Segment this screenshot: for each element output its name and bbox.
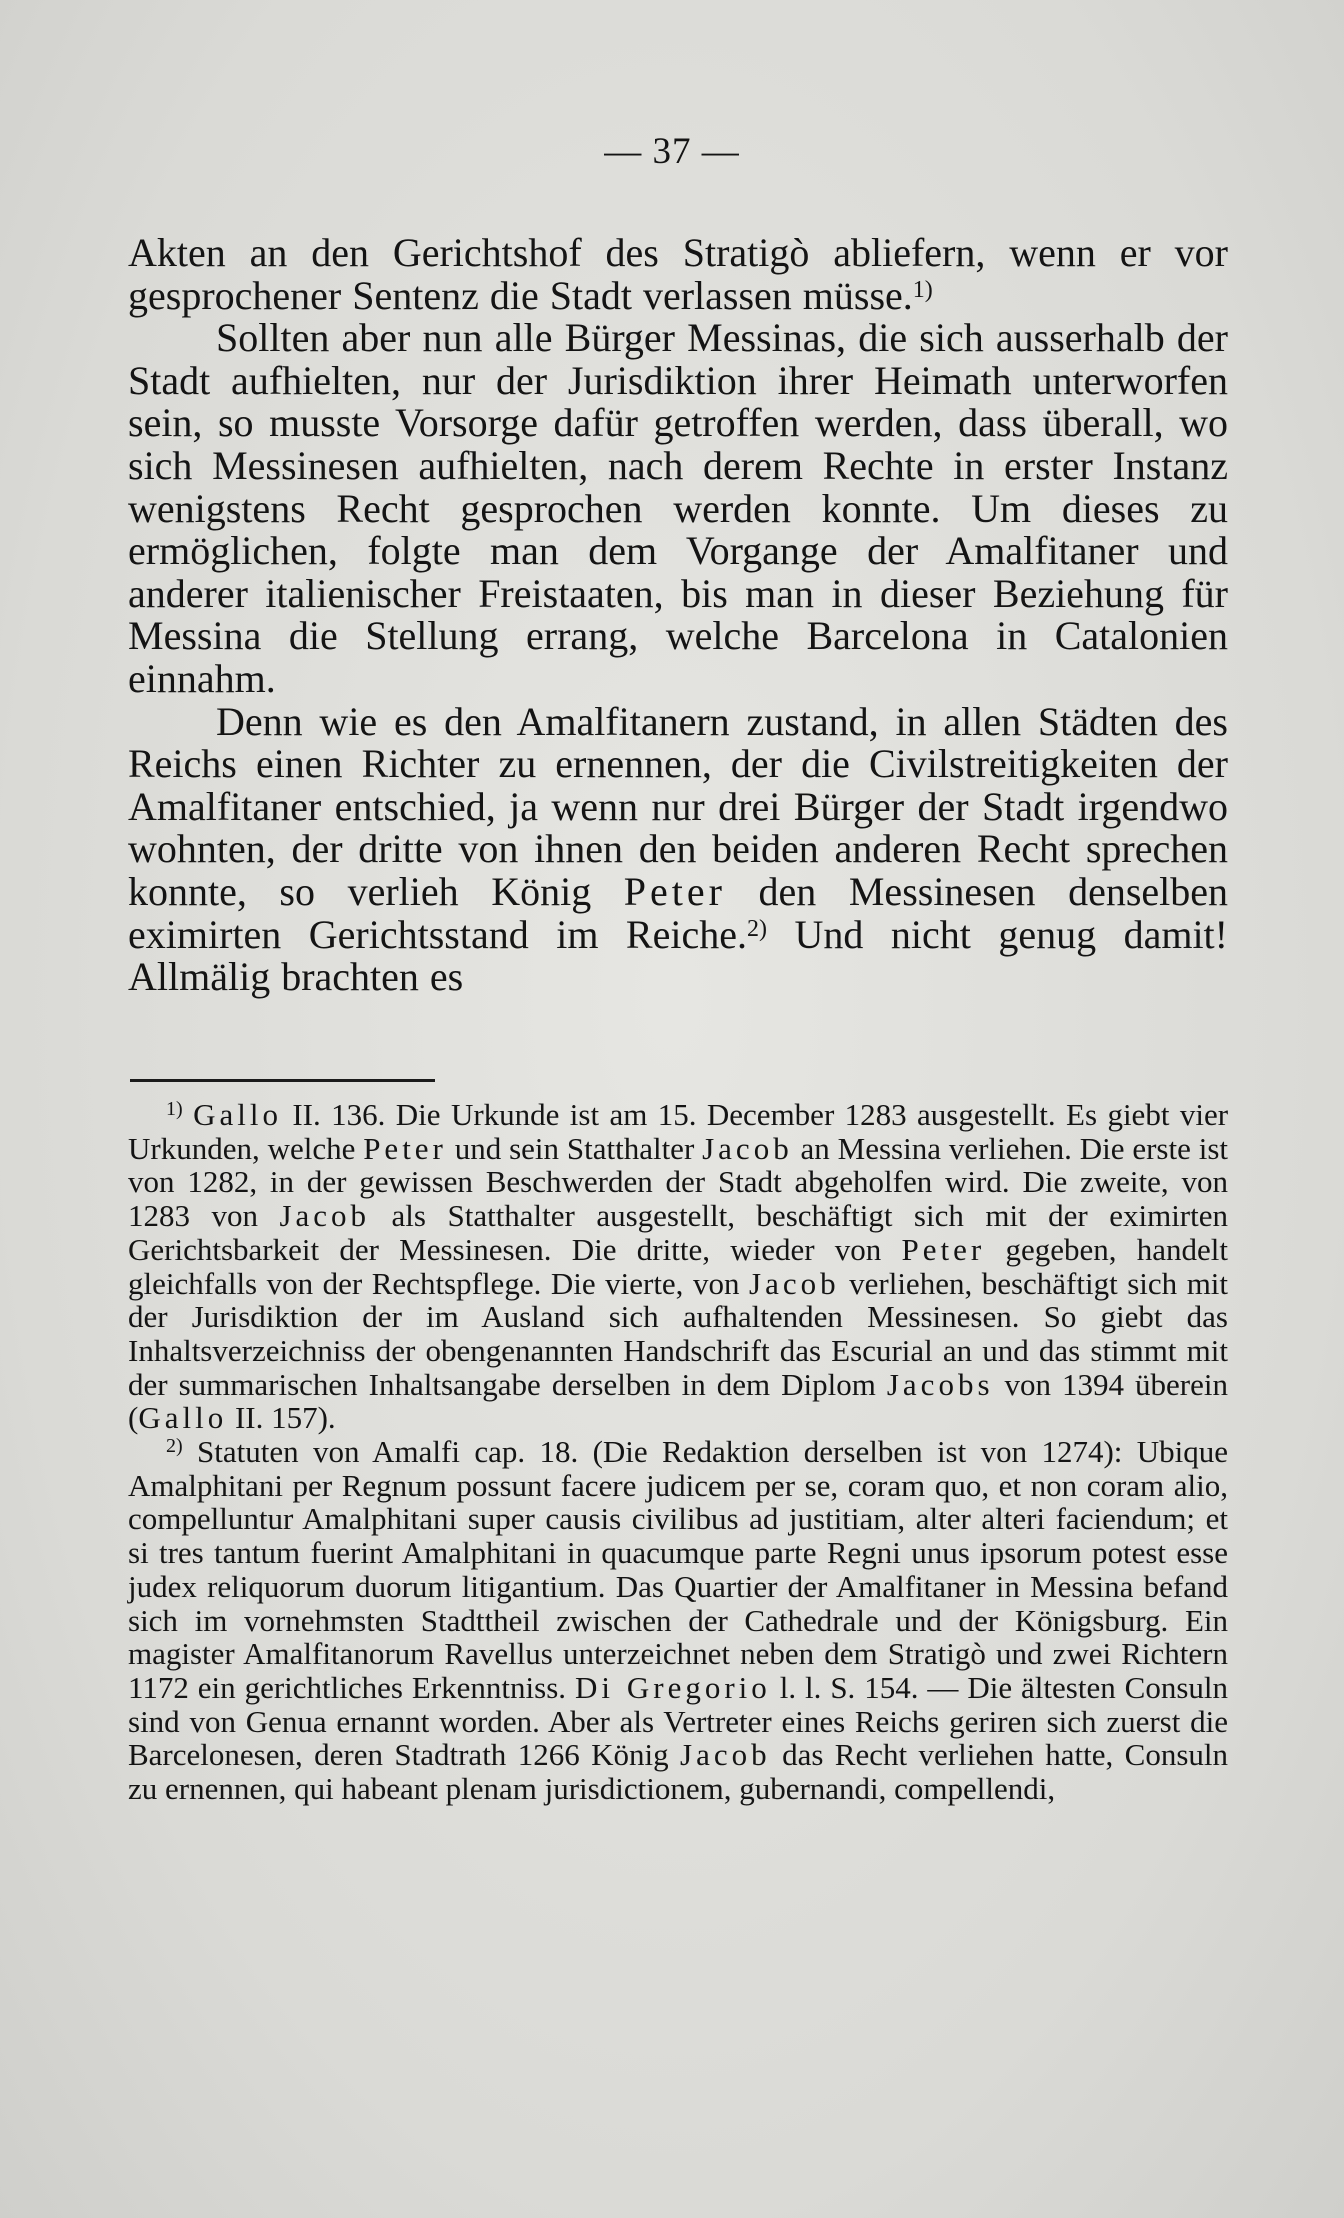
fn1-jacob: Jacob	[702, 1130, 793, 1166]
fn1-text-f: gegeben, handelt gleichfalls von der Rechtspflege. Die vierte, von	[128, 1231, 1229, 1301]
paragraph-3	[128, 698, 1229, 1000]
fn1-peter-2: Peter	[901, 1231, 986, 1267]
fn1-text-d: an Messina verliehen. Die erste ist von 1282, in der gewissen Beschwerden der Stadt abgeholfen wird. Die zweite, von 1283 von	[128, 1130, 1228, 1234]
paragraph-2: Sollten aber nun alle Bürger Messinas, die sich ausserhalb der Stadt aufhielten, nur der Jurisdiktion ihrer Heimath unterworfen sein, so musste Vorsorge dafür getroffen werden, dass überall, wo sich Messinesen aufhielten, nach derem Rechte in erster Instanz wenigstens Recht gesprochen werden konnte. Um dieses zu ermöglichen, folgte man dem Vorgange der Amalfitaner und anderer italienischer Freistaaten, bis man in dieser Beziehung für Messina die Stellung errang, welche Barcelona in Catalonien einnahm.	[128, 315, 1228, 701]
fn1-text-b: II. 136. Die Urkunde ist am 15. December 1283 ausgestellt. Es giebt vier Urkunden, welche	[128, 1097, 1229, 1166]
footnote-1-mark: 1)	[166, 1098, 183, 1120]
footnote-divider	[130, 1079, 435, 1082]
fn1-jacob-3: Jacob	[749, 1265, 840, 1301]
fn1-text-e: als Statthalter ausgestellt, beschäftigt sich mit der eximirten Gerichtsbarkeit der Messinesen. Die dritte, wieder von	[128, 1198, 1229, 1267]
fn2-text-c: das Recht verliehen hatte, Consuln zu ernennen, qui habeant plenam jurisdictionem, gubernandi, compellendi,	[128, 1737, 1229, 1807]
fn1-text-g: verliehen, beschäftigt sich mit der Jurisdiktion der im Ausland sich aufhaltenden Messinesen. So giebt das Inhaltsverzeichniss der obengenannten Handschrift das Escurial an und das stimmt mit der summarischen Inhaltsangabe derselben in dem Diplom	[128, 1265, 1229, 1402]
fn1-jacob-2: Jacob	[279, 1198, 371, 1234]
footnote-1	[128, 1098, 1228, 1435]
page-number: — 37 —	[604, 131, 740, 172]
footnote-2-mark: 2)	[166, 1435, 183, 1458]
name-peter: Peter	[623, 868, 726, 914]
paragraph-3-text-a: Denn wie es den Amalfitanern zustand, in allen Städten des Reichs einen Richter zu ernennen, der die Civilstreitigkeiten der Amalfitaner entschied, ja wenn nur drei Bürger der Stadt irgendwo wohnten, der dritte von ihnen den beiden anderen Recht sprechen konnte, so verlieh König	[128, 698, 1228, 914]
fn2-text-a: Statuten von Amalfi cap. 18. (Die Redaktion derselben ist von 1274): Ubique Amalphitani per Regnum possunt facere judicem per se, coram quo, et non coram alio, compelluntur Amalphitani super causis civilibus ad justitiam, alter alteri faciendum; et si tres tantum fuerint Amalphitani in quacumque parte Regni unus ipsorum potest esse judex reliquorum duorum litigantium. Das Quartier der Amalfitaner in Messina befand sich im vornehmsten Stadttheil zwischen der Cathedrale und der Königsburg. Ein magister Amalfitanorum Ravellus unterzeichnet neben dem Stratigò und zwei Richtern 1172 ein gerichtliches Erkenntniss.	[128, 1434, 1229, 1705]
fn2-jacob: Jacob	[680, 1737, 771, 1773]
paragraph-1-text: Akten an den Gerichtshof des Stratigò abliefern, wenn er vor gesprochener Sentenz die Stadt verlassen müsse.	[128, 230, 1228, 318]
fn1-text-h: von 1394 überein (	[128, 1366, 1229, 1436]
fn1-text-i: II. 157).	[234, 1400, 336, 1436]
fn1-gallo: Gallo	[193, 1097, 282, 1132]
footnote-2	[128, 1435, 1228, 1806]
footnote-ref-1: 1)	[912, 276, 933, 303]
main-text	[128, 232, 1228, 999]
fn1-text-c: und sein Statthalter	[454, 1130, 695, 1166]
fn2-di-gregorio: Di Gregorio	[574, 1669, 771, 1705]
fn1-jacobs: Jacobs	[886, 1366, 994, 1402]
fn1-peter: Peter	[363, 1130, 447, 1166]
fn1-gallo-2: Gallo	[138, 1400, 228, 1436]
footnote-ref-2: 2)	[746, 915, 767, 942]
fn2-text-b: l. l. S. 154. — Die ältesten Consuln sind von Genua ernannt worden. Aber als Vertreter eines Reichs geriren sich zuerst die Barcelonesen, deren Stadtrath 1266 König	[128, 1669, 1229, 1773]
paragraph-1	[128, 232, 1228, 317]
footnotes	[128, 1098, 1228, 1806]
paragraph-3-text-c: Und nicht genug damit! Allmälig brachten es	[128, 911, 1228, 1000]
paragraph-3-text-b: den Messinesen denselben eximirten Gerichtsstand im Reiche.	[128, 868, 1229, 957]
